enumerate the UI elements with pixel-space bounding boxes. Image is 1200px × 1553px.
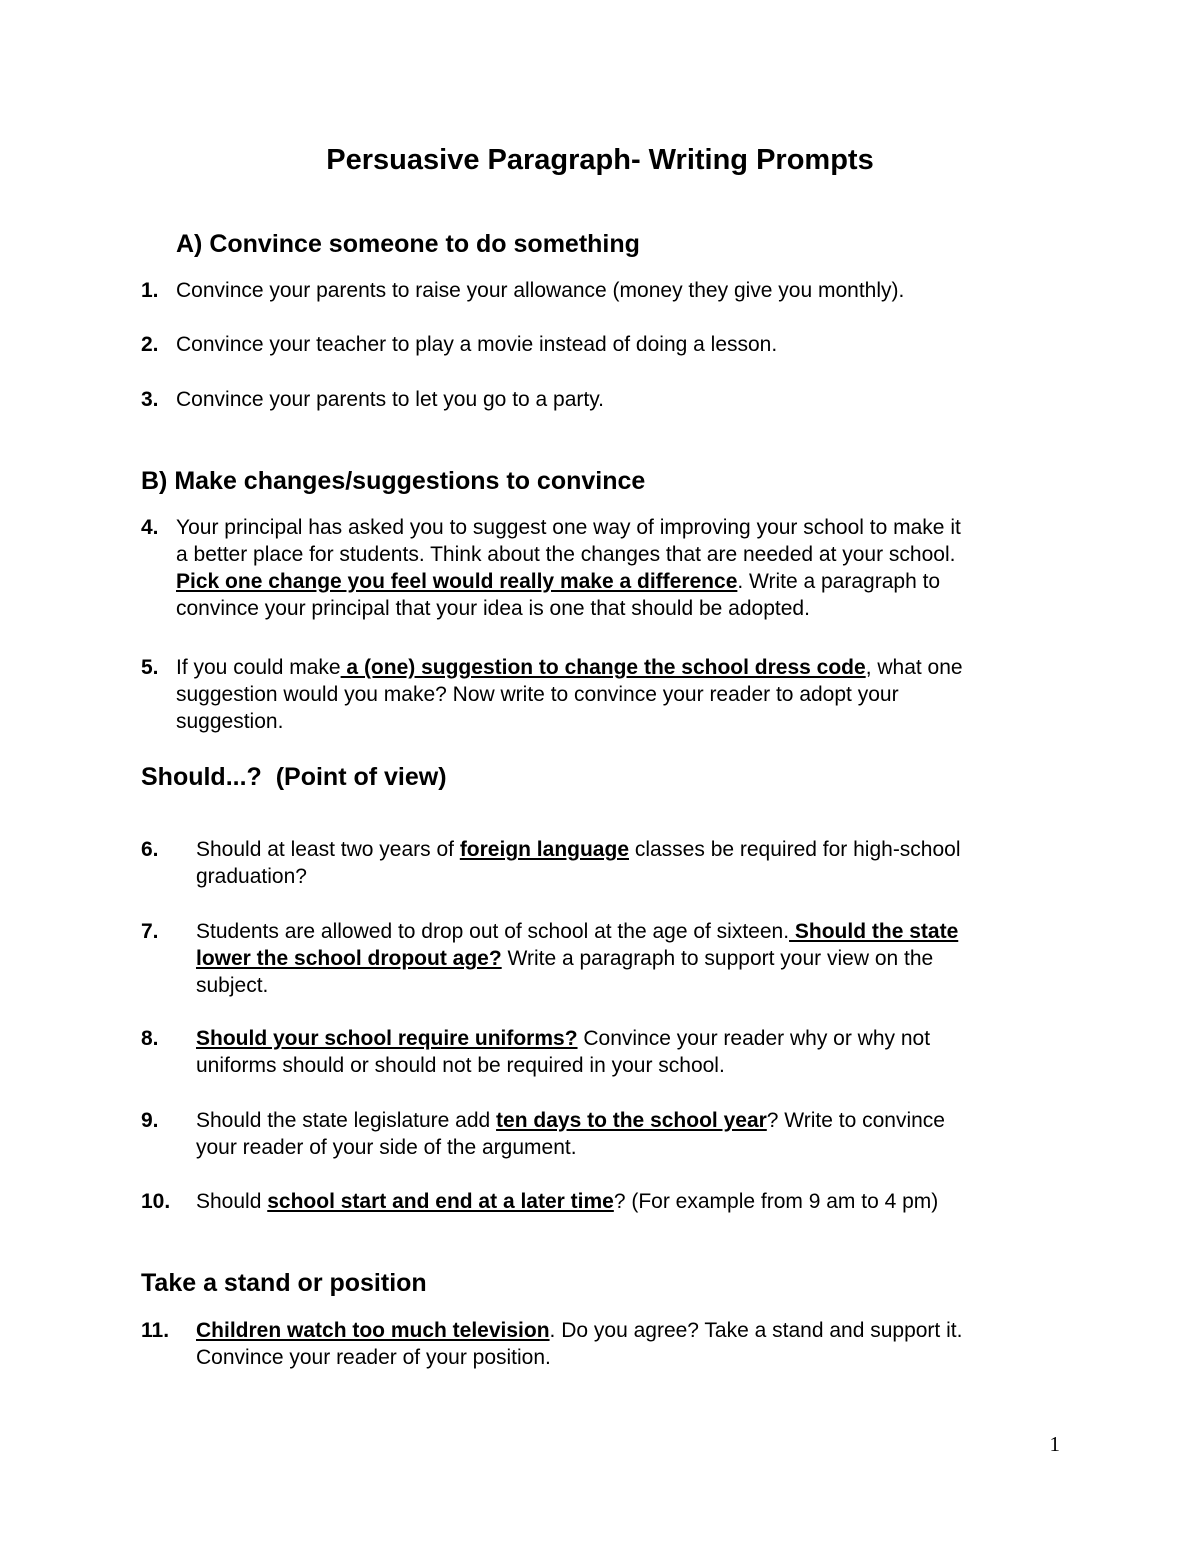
item-5-line-1-post: , what one (865, 656, 963, 679)
item-5-line-2: suggestion would you make? Now write to convince your reader to adopt your (176, 683, 899, 706)
item-4-line-3 (176, 568, 940, 595)
item-10-emphasis: school start and end at a later time (267, 1190, 614, 1213)
item-9-emphasis: ten days to the school year (496, 1109, 767, 1132)
item-5-line-3: suggestion. (176, 710, 284, 733)
item-8-line-1-post: Convince your reader why or why not (577, 1027, 931, 1050)
item-2-text: Convince your teacher to play a movie instead of doing a lesson. (176, 333, 778, 356)
item-3-text: Convince your parents to let you go to a party. (176, 388, 605, 411)
item-10-number: 10. (141, 1190, 171, 1213)
item-8-line-1 (196, 1025, 930, 1052)
item-6-number: 6. (141, 838, 159, 861)
item-1-text: Convince your parents to raise your allowance (money they give you monthly). (176, 279, 905, 302)
item-11-line-2: Convince your reader of your position. (196, 1346, 551, 1369)
item-9-line-1 (196, 1107, 945, 1134)
section-a-heading: A) Convince someone to do something (176, 230, 640, 258)
item-6-line-2: graduation? (196, 865, 307, 888)
item-7-emphasis-end: lower the school dropout age? (196, 947, 502, 970)
page-number: 1 (1049, 1432, 1060, 1456)
item-9-number: 9. (141, 1109, 159, 1132)
item-8-emphasis: Should your school require uniforms? (196, 1027, 578, 1050)
item-11-line-1-post: . Do you agree? Take a stand and support it. (549, 1319, 963, 1342)
item-2-number: 2. (141, 333, 159, 356)
item-10-line-1-post: ? (For example from 9 am to 4 pm) (613, 1190, 939, 1213)
item-10-line-1-pre: Should (196, 1190, 268, 1213)
item-4-line-2: a better place for students. Think about the changes that are needed at your school. (176, 543, 956, 566)
item-6-emphasis: foreign language (459, 838, 629, 861)
item-7-number: 7. (141, 920, 159, 943)
item-3-number: 3. (141, 388, 159, 411)
section-c-heading: Should...? (Point of view) (141, 763, 447, 791)
item-9-line-1-pre: Should the state legislature add (196, 1109, 497, 1132)
item-8-line-2: uniforms should or should not be required in your school. (196, 1054, 725, 1077)
item-11-number: 11. (141, 1319, 170, 1342)
section-d-heading: Take a stand or position (141, 1269, 427, 1297)
item-10-line-1 (196, 1188, 938, 1215)
item-5-emphasis: a (one) suggestion to change the school dress code (340, 656, 866, 679)
item-6-line-1-pre: Should at least two years of (196, 838, 460, 861)
item-8-number: 8. (141, 1027, 159, 1050)
item-7-line-2-post: Write a paragraph to support your view on the (501, 947, 934, 970)
item-11-line-1 (196, 1317, 962, 1344)
item-5-line-1-pre: If you could make (176, 656, 341, 679)
item-7-line-3: subject. (196, 974, 269, 997)
item-4-line-4: convince your principal that your idea is one that should be adopted. (176, 597, 810, 620)
item-9-line-1-post: ? Write to convince (766, 1109, 945, 1132)
item-6-line-1-post: classes be required for high-school (629, 838, 961, 861)
item-5-number: 5. (141, 656, 159, 679)
item-7-line-2 (196, 945, 933, 972)
item-4-line-1: Your principal has asked you to suggest one way of improving your school to make it (176, 516, 961, 539)
item-7-emphasis-start: Should the state (789, 920, 959, 943)
item-7-line-1-pre: Students are allowed to drop out of school at the age of sixteen. (196, 920, 790, 943)
item-11-emphasis: Children watch too much television (196, 1319, 550, 1342)
page-title: Persuasive Paragraph- Writing Prompts (326, 144, 874, 176)
item-1-number: 1. (141, 279, 159, 302)
item-7-line-1 (196, 918, 958, 945)
item-5-line-1 (176, 654, 963, 681)
item-4-emphasis: Pick one change you feel would really make a difference (176, 570, 738, 593)
item-4-line-3-rest: . Write a paragraph to (737, 570, 941, 593)
item-4-number: 4. (141, 516, 159, 539)
section-b-heading: B) Make changes/suggestions to convince (141, 467, 646, 495)
item-9-line-2: your reader of your side of the argument. (196, 1136, 577, 1159)
item-6-line-1 (196, 836, 961, 863)
